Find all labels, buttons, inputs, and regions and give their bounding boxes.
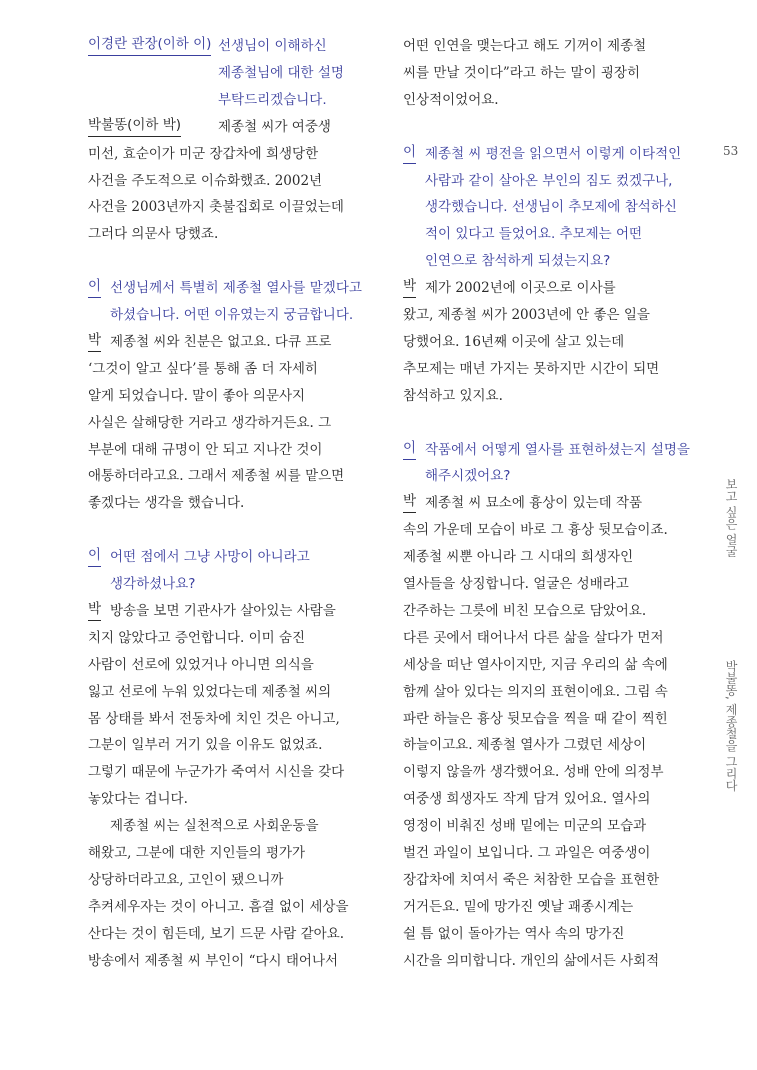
- line-text: 이렇지 않을까 생각했어요. 성배 안에 의정부: [403, 764, 664, 781]
- line-text: 추모제는 매년 가지는 못하지만 시간이 되면: [403, 360, 660, 377]
- line-text: 부탁드리겠습니다.: [218, 91, 327, 108]
- speaker-label: 박: [403, 275, 416, 298]
- line-text: 추켜세우자는 것이 아니고. 흠결 없이 세상을: [88, 898, 349, 915]
- speaker-label: 이: [88, 544, 101, 567]
- running-head-part: 보고 싶은 얼굴: [724, 478, 738, 558]
- line-text: 그분이 일부러 거기 있을 이유도 없었죠.: [88, 737, 323, 754]
- line-text: 속의 가운데 모습이 바로 그 흉상 뒷모습이죠.: [403, 522, 668, 539]
- line-text: 여중생 희생자도 작게 담겨 있어요. 열사의: [403, 791, 651, 808]
- line-text: ‘그것이 알고 싶다’를 통해 좀 더 자세히: [88, 360, 318, 377]
- line-text: 제종철 씨 묘소에 흉상이 있는데 작품: [425, 495, 643, 512]
- line-text: 선생님께서 특별히 제종철 열사를 맡겠다고: [110, 280, 362, 297]
- line-text: 미선, 효순이가 미군 장갑차에 희생당한: [88, 145, 319, 162]
- line-text: 애통하더라고요. 그래서 제종철 씨를 맡으면: [88, 468, 345, 485]
- speaker-label: 박: [88, 598, 101, 621]
- line-text: 그러다 의문사 당했죠.: [88, 226, 219, 243]
- line-text: 산다는 것이 힘든데, 보기 드문 사람 같아요.: [88, 925, 345, 942]
- line-text: 알게 되었습니다. 말이 좋아 의문사지: [88, 387, 306, 404]
- line-text: 해왔고, 그분에 대한 지인들의 평가가: [88, 845, 306, 861]
- line-text: 장갑차에 치여서 죽은 처참한 모습을 표현한: [403, 871, 660, 888]
- line-text: 적이 있다고 들었어요. 추모제는 어떤: [425, 226, 643, 243]
- line-text: 하셨습니다. 어떤 이유였는지 궁금합니다.: [110, 307, 354, 323]
- line-text: 제종철 씨 평전을 읽으면서 이렇게 이타적인: [425, 145, 682, 162]
- speaker-label: 이: [403, 141, 416, 164]
- line-text: 생각하셨나요?: [110, 576, 196, 592]
- speaker-label: 박: [88, 329, 101, 352]
- speaker-label: 이: [403, 437, 416, 460]
- line-text: 그렇기 때문에 누군가가 죽여서 시신을 갖다: [88, 764, 345, 781]
- line-text: 왔고, 제종철 씨가 2003년에 안 좋은 일을: [403, 307, 650, 323]
- line-text: 제가 2002년에 이곳으로 이사를: [425, 280, 616, 297]
- line-text: 사람이 선로에 있었거나 아니면 의식을: [88, 656, 314, 673]
- line-text: 사람과 같이 살아온 부인의 짐도 컸겠구나,: [425, 172, 673, 189]
- line-text: 사실은 살해당한 거라고 생각하거든요. 그: [88, 414, 332, 431]
- line-text: 제종철 씨가 여중생: [218, 118, 331, 135]
- line-text: 시간을 의미합니다. 개인의 삶에서든 사회적: [403, 952, 660, 969]
- speaker-label: 박불똥(이하 박): [88, 114, 181, 137]
- line-text: 인연으로 참석하게 되셨는지요?: [425, 253, 611, 270]
- line-text: 거거든요. 밑에 망가진 옛날 괘종시계는: [403, 898, 634, 915]
- line-text: 당했어요. 16년째 이곳에 살고 있는데: [403, 333, 625, 350]
- line-text: 제종철 씨는 실천적으로 사회운동을: [110, 818, 319, 835]
- line-text: 간주하는 그릇에 비친 모습으로 담았어요.: [403, 602, 647, 619]
- line-text: 잃고 선로에 누워 있었다는데 제종철 씨의: [88, 683, 332, 700]
- running-head-article: 박불똥, 제종철을 그리다: [724, 660, 738, 792]
- line-text: 상당하더라고요, 고인이 됐으니까: [88, 871, 284, 888]
- speaker-label: 이: [88, 275, 101, 298]
- line-text: 하늘이고요. 제종철 열사가 그렸던 세상이: [403, 737, 647, 754]
- line-text: 제종철님에 대한 설명: [218, 64, 344, 81]
- line-text: 작품에서 어떻게 열사를 표현하셨는지 설명을: [425, 441, 690, 458]
- page-number: 53: [723, 144, 739, 158]
- line-text: 해주시겠어요?: [425, 468, 511, 485]
- line-text: 놓았다는 겁니다.: [88, 791, 188, 808]
- line-text: 영정이 비춰진 성배 밑에는 미군의 모습과: [403, 818, 647, 835]
- line-text: 쉴 틈 없이 돌아가는 역사 속의 망가진: [403, 925, 625, 942]
- line-text: 부분에 대해 규명이 안 되고 지나간 것이: [88, 441, 323, 458]
- line-text: 제종철 씨와 친분은 없고요. 다큐 프로: [110, 333, 332, 350]
- line-text: 제종철 씨뿐 아니라 그 시대의 희생자인: [403, 549, 634, 566]
- line-text: 생각했습니다. 선생님이 추모제에 참석하신: [425, 199, 677, 216]
- line-text: 어떤 점에서 그냥 사망이 아니라고: [110, 549, 310, 566]
- line-text: 어떤 인연을 맺는다고 해도 기꺼이 제종철: [403, 38, 647, 54]
- speaker-label: 박: [403, 490, 416, 513]
- speaker-label: 이경란 관장(이하 이): [88, 33, 211, 56]
- line-text: 참석하고 있지요.: [403, 387, 503, 404]
- line-text: 인상적이었어요.: [403, 91, 499, 108]
- line-text: 함께 살아 있다는 의지의 표현이에요. 그림 속: [403, 683, 668, 700]
- line-text: 벌건 과일이 보입니다. 그 과일은 여중생이: [403, 845, 651, 861]
- line-text: 사건을 주도적으로 이슈화했죠. 2002년: [88, 172, 323, 189]
- line-text: 몸 상태를 봐서 전동차에 치인 것은 아니고,: [88, 710, 340, 727]
- line-text: 세상을 떠난 열사이지만, 지금 우리의 삶 속에: [403, 656, 668, 673]
- line-text: 열사들을 상징합니다. 얼굴은 성배라고: [403, 576, 629, 592]
- line-text: 선생님이 이해하신: [218, 38, 327, 54]
- line-text: 좋겠다는 생각을 했습니다.: [88, 495, 245, 512]
- line-text: 사건을 2003년까지 촛불집회로 이끌었는데: [88, 199, 344, 216]
- line-text: 치지 않았다고 증언합니다. 이미 숨진: [88, 629, 306, 646]
- line-text: 방송을 보면 기관사가 살아있는 사람을: [110, 602, 336, 619]
- line-text: 씨를 만날 것이다”라고 하는 말이 굉장히: [403, 64, 641, 81]
- line-text: 다른 곳에서 태어나서 다른 삶을 살다가 먼저: [403, 629, 664, 646]
- line-text: 파란 하늘은 흉상 뒷모습을 찍을 때 같이 찍힌: [403, 710, 668, 727]
- line-text: 방송에서 제종철 씨 부인이 “다시 태어나서: [88, 952, 339, 969]
